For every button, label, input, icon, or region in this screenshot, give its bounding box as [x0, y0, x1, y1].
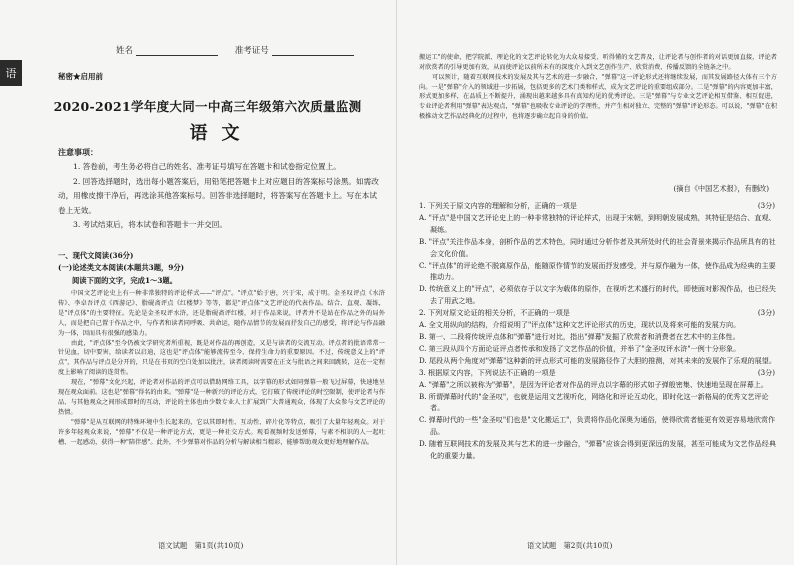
- option-b: B. 第一、二段将传统评点体和"弹幕"进行对比，指出"弹幕"发掘了欣赏者和消费者在艺术中的主体性。: [419, 331, 740, 341]
- option-a: A. "弹幕"之所以被称为"弹幕"，是因为评论者对作品的评点以字幕的形式如子弹般密集、快速地呈现在屏幕上。: [419, 379, 768, 389]
- notes-heading: 注意事项：: [58, 147, 98, 157]
- passage-paragraph: 可以预计，随着互联网技术的发展及其与艺术的进一步融合，"弹幕"这一评论形式还将继续发展，而其发展路径大体有三个方向。一是"弹幕"介入的领域进一步拓展，包括更多的艺术门类和样式，成为文艺评论的重要组成部分。二是"弹幕"的内容更加丰富，形式更加多样，在品质上不断提升，涌现出越来越多具有真知灼见的优秀评论。三是"弹幕"与专业文艺评论相互借鉴、相互促进，专业评论者利用"弹幕"表达观点，"弹幕"也吸收专业评论的学理性，并产生相对独立、完整的"弹幕"评论形态。可以说，"弹幕"在积极推动文艺作品经典化的过程中，也将逐步确立起自身的价值。: [419, 73, 777, 121]
- option-d: D. 随着互联网技术的发展及其与艺术的进一步融合，"弹幕"应该会得到更深远的发展，甚至可能成为文艺作品经典化的重要力量。: [419, 439, 776, 461]
- page-footer: 语文试题 第2页(共10页): [527, 541, 613, 550]
- option-c: C. 第三段从四个方面论证评点者传承和发扬了文艺作品的价值，并举了"金圣叹评水浒"一例十分形象。: [419, 343, 741, 353]
- page-divider: [396, 0, 397, 565]
- passage-paragraph: "弹幕"是从互联网的特殊环境中生长起来的，它以其即时性、互动性、碎片化等特点，吸引了大量年轻观众。对于许多年轻观众来说，"弹幕"不仅是一种评论方式，更是一种社交方式。观看视频时发送弹幕，与素不相识的人一起吐槽、一起感动，获得一种"陪伴感"。此外，不少弹幕对作品的分析与解读相当精彩，能够帮助观众更好地理解作品。: [58, 418, 385, 446]
- option-d: D. 传统意义上的"评点"，必须依存于以文字为载体的原作，在视听艺术盛行的时代，即使面对影视作品，也已经失去了用武之地。: [419, 284, 776, 306]
- question-2: [419, 307, 777, 367]
- option-b: B. "评点"关注作品本身，剖析作品的艺术特色，同时通过分析作者及其所处时代的社会背景来揭示作品所具有的社会文化价值。: [419, 236, 776, 258]
- option-b: B. 所谓弹幕时代的"金圣叹"，也就是运用文艺视听化，网络化和评论互动化，即时化这一新格局的优秀文艺评论者。: [419, 391, 769, 413]
- candidate-info-row: [116, 44, 368, 56]
- name-label: 姓名: [116, 46, 134, 56]
- passage-paragraph: 由此，"评点体"至今仍被文学研究者所重视，既是对作品的再创造，又是与读者的交流互动。评点者的批语常常一针见血，切中要害，给读者以启迪，这也是"评点体"能够流传至今、保持生命力的重要原因。不过，传统意义上的"评点"，其作品与评点是分开的，只是在书页的空白处加以批注，读者阅读时需要在正文与批语之间来回跳转，这在一定程度上影响了阅读的连贯性。: [58, 339, 385, 377]
- question-score: (3分): [757, 367, 775, 377]
- question-3: [419, 367, 777, 462]
- reading-passage: [58, 289, 385, 448]
- question-score: (3分): [757, 201, 775, 210]
- subject-title: 语文: [189, 123, 254, 144]
- option-d: D. 尾段从两个角度对"弹幕"这种新的评点形式可能的发展路径作了大胆的推测，对其未来的发展作了乐观的展望。: [419, 355, 776, 365]
- question-stem: 1. 下列关于原文内容的理解和分析，正确的一项是: [419, 201, 577, 210]
- notes-list: [58, 160, 383, 233]
- note-item: 2. 回答选择题时，选出每小题答案后，用铅笔把答题卡上对应题目的答案标号涂黑。如需改动，用橡皮擦干净后，再选涂其他答案标号。回答非选择题时，将答案写在答题卡上。写在本试卷上无效。: [58, 176, 379, 215]
- passage-paragraph: 搬运工"的使命，把学院派、理论化的文艺评论转化为大众易接受、听得懂的文艺普及，让评论者与创作者的对话更加直接，评论者对欣赏者的引导更加有效，从而使评论以前所未有的深度介入到文艺创作生产、欣赏消费、传播反馈的全链条之中。: [419, 54, 777, 71]
- section-heading: 一、现代文阅读(36分): [58, 251, 134, 260]
- option-a: A. "评点"是中国文艺评论史上的一种非常独特的评论样式，出现于宋朝，到明朝发展成熟，其特征是结合、直观、凝练。: [419, 212, 776, 234]
- note-item: 1. 答卷前，考生务必将自己的姓名、准考证号填写在答题卡和试卷指定位置上。: [73, 162, 341, 171]
- section-instruction: 阅读下面的文字，完成1～3题。: [72, 276, 178, 285]
- reading-passage-continued: [419, 53, 777, 122]
- ticket-label: 准考证号: [234, 46, 269, 56]
- option-a: A. 全文用纵向的结构，介绍说明了"评点体"这种文艺评论形式的历史，现状以及将来可能的发展方向。: [419, 320, 741, 330]
- question-score: (3分): [757, 308, 775, 318]
- page-2: [407, 0, 777, 565]
- passage-paragraph: 现在，"弹幕"文化兴起，评论者对作品的评点可以借助网络工具，以字幕的形式如同弹幕一般飞过屏幕，快速地呈现在观众面前。这也是"弹幕"得名的由来。"弹幕"是一种新兴的评论方式，它打破了传统评论的时空限制，使评论者与作品、与其他观众之间形成即时的互动，评论的主体也由少数专业人士扩展到广大普通观众，体现了大众参与文艺评论的热情。: [58, 379, 385, 416]
- secret-mark: 秘密★启用前: [58, 72, 103, 81]
- page-1: [30, 0, 385, 565]
- question-stem: 2. 下列对原文论证的相关分析，不正确的一项是: [419, 308, 570, 318]
- question-stem: 3. 根据原文内容，下列说法不正确的一项是: [419, 367, 556, 377]
- option-c: C. 弹幕时代的一些"金圣叹"们也是"文化搬运工"，负责将作品化深奥为通俗，使得欣赏者能更有效更容易地欣赏作品。: [419, 415, 776, 437]
- ticket-blank: [272, 46, 354, 56]
- question-list: [419, 200, 777, 462]
- passage-paragraph: 中国文艺评论史上有一种非常独特的评论样式——"评点"。"评点"始于唐，兴于宋，成于明。金圣叹评点《水浒传》、李卓吾评点《西游记》、脂砚斋评点《红楼梦》等等，都是"评点体"文艺评论的代表作品。结合、直观、凝练，是"评点体"的主要特征。先论是金圣叹评水浒，还是脂砚斋评红楼，对于作品来说，评者并不是站在作品之外的局外人，而是把自己置于作品之中，与作者和读者同呼吸、共命运，随作品情节的发展而抒发自己的感受，将评论与作品融为一体，因而具有很强的感染力。: [58, 290, 385, 337]
- passage-source: (摘自《中国艺术报》，有删改): [673, 184, 769, 193]
- question-1: [419, 200, 777, 307]
- option-c: C. "评点体"的评论绝不脱离原作品，能随原作情节的发展而抒发感受，并与原作融为一体，使作品成为经典的主要推动力。: [419, 260, 776, 282]
- subsection-heading: (一)论述类文本阅读(本题共3题，9分): [58, 263, 185, 272]
- page-footer: 语文试题 第1页(共10页): [158, 541, 244, 550]
- subject-side-tab: 语: [0, 60, 22, 86]
- exam-title: 2020-2021学年度大同一中高三年级第六次质量监测: [53, 99, 362, 114]
- name-blank: [136, 46, 218, 56]
- note-item: 3. 考试结束后，将本试卷和答题卡一并交回。: [73, 220, 227, 230]
